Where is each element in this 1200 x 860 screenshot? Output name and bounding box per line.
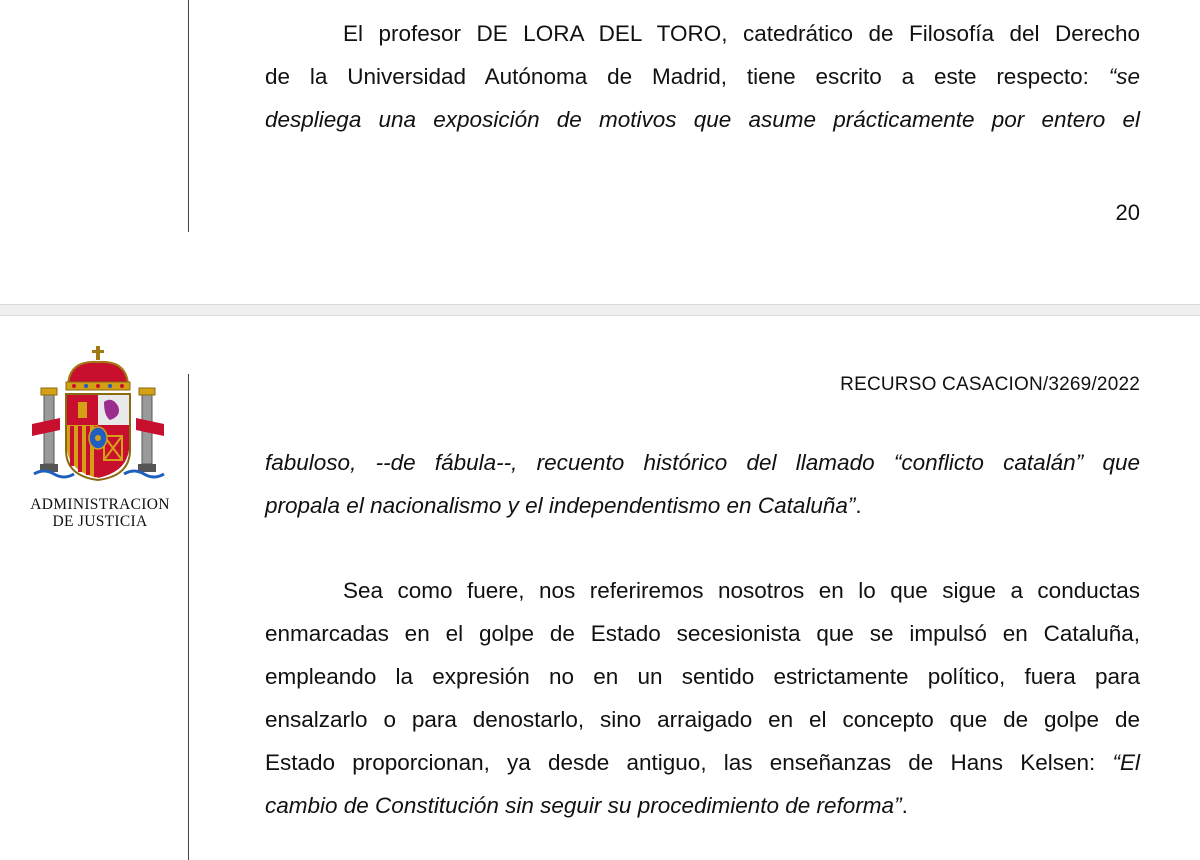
text-line: El profesor DE LORA DEL TORO, catedrático de Filosofía del Derecho	[343, 21, 1140, 46]
text-line: enmarcadas en el golpe de Estado secesionista que se impulsó en Cataluña,	[265, 621, 1140, 646]
text-line: propala el nacionalismo y el independentismo en Cataluña”.	[265, 493, 862, 518]
document-page-top	[0, 0, 1200, 304]
case-reference-header: RECURSO CASACION/3269/2022	[840, 374, 1140, 395]
document-page-bottom	[0, 316, 1200, 860]
text-line: fabuloso, --de fábula--, recuento histórico del llamado “conflicto catalán” que	[265, 450, 1140, 475]
margin-rule	[188, 0, 189, 232]
text-line: empleando la expresión no en un sentido estrictamente político, fuera para	[265, 664, 1140, 689]
quote-continuation	[265, 441, 1140, 527]
paragraph-golpe-de-estado	[265, 569, 1140, 827]
text-line: ensalzarlo o para denostarlo, sino arraigado en el concepto que de golpe de	[265, 707, 1140, 732]
coat-of-arms-icon	[30, 346, 170, 496]
text-line: despliega una exposición de motivos que asume prácticamente por entero el	[265, 107, 1140, 132]
text-line: Sea como fuere, nos referiremos nosotros en lo que sigue a conductas	[343, 578, 1140, 603]
logo-caption: ADMINISTRACION DE JUSTICIA	[30, 496, 170, 530]
text-line: de la Universidad Autónoma de Madrid, tiene escrito a este respecto: “se	[265, 64, 1140, 89]
text-line: Estado proporcionan, ya desde antiguo, las enseñanzas de Hans Kelsen: “El	[265, 750, 1140, 775]
administracion-de-justicia-logo	[20, 346, 180, 536]
paragraph-de-lora	[265, 12, 1140, 141]
margin-rule	[188, 374, 189, 860]
page-number: 20	[1115, 200, 1140, 225]
page-separator	[0, 304, 1200, 316]
text-line: cambio de Constitución sin seguir su procedimiento de reforma”.	[265, 793, 908, 818]
